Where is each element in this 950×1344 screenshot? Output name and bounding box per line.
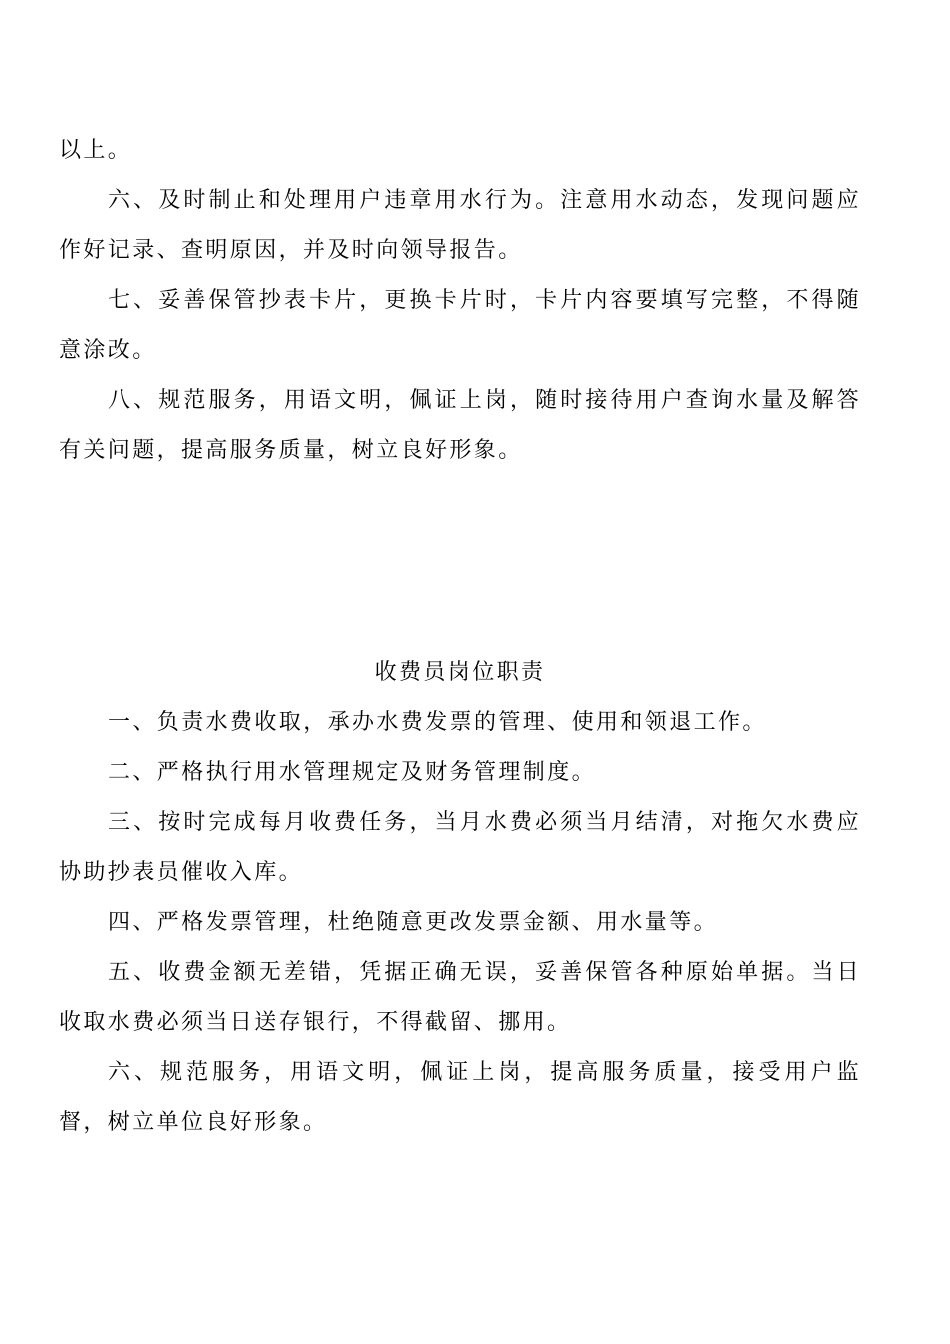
cashier-duty-4: 四、严格发票管理，杜绝随意更改发票金额、用水量等。 bbox=[108, 910, 719, 935]
meter-reader-duty-7: 七、妥善保管抄表卡片，更换卡片时，卡片内容要填写完整，不得随意涂改。 bbox=[59, 288, 861, 363]
cashier-duty-3: 三、按时完成每月收费任务，当月水费必须当月结清，对拖欠水费应协助抄表员催收入库。 bbox=[59, 810, 861, 885]
cashier-duty-1: 一、负责水费收取，承办水费发票的管理、使用和领退工作。 bbox=[108, 710, 767, 735]
meter-reader-duty-6: 六、及时制止和处理用户违章用水行为。注意用水动态，发现问题应作好记录、查明原因，并及时向领导报告。 bbox=[59, 188, 861, 263]
section-title-cashier-duties: 收费员岗位职责 bbox=[374, 660, 546, 685]
cashier-duty-2: 二、严格执行用水管理规定及财务管理制度。 bbox=[108, 760, 597, 785]
meter-reader-duty-8: 八、规范服务，用语文明，佩证上岗，随时接待用户查询水量及解答有关问题，提高服务质量，树立良好形象。 bbox=[59, 388, 861, 463]
cashier-duty-6: 六、规范服务，用语文明，佩证上岗，提高服务质量，接受用户监督，树立单位良好形象。 bbox=[59, 1060, 861, 1135]
continuation-text: 以上。 bbox=[59, 138, 133, 163]
cashier-duty-5: 五、收费金额无差错，凭据正确无误，妥善保管各种原始单据。当日收取水费必须当日送存银行，不得截留、挪用。 bbox=[59, 960, 861, 1035]
document-page bbox=[59, 0, 861, 1344]
